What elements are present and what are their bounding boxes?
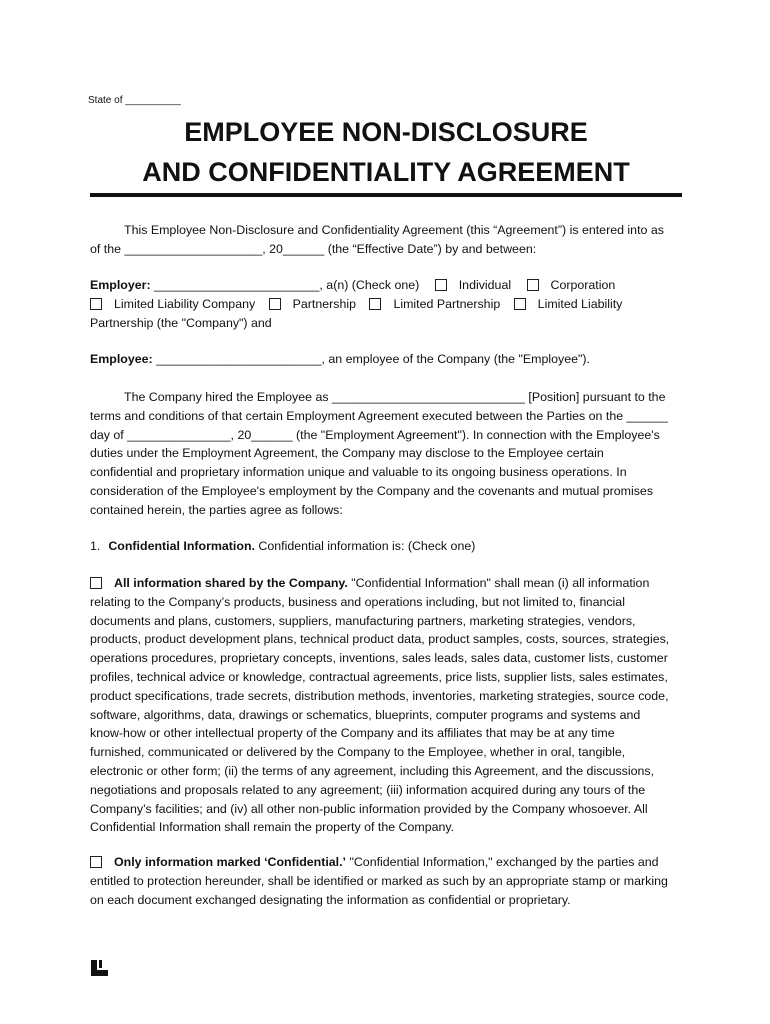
recital-line: contained herein, the parties agree as follows: (90, 502, 343, 517)
document-title (90, 112, 682, 192)
recital-line: duties under the Employment Agreement, the Company may disclose to the Employee certain (90, 446, 604, 461)
title-line-2: AND CONFIDENTIALITY AGREEMENT (142, 157, 630, 187)
option-all-information (90, 574, 682, 837)
employee-block (90, 350, 682, 369)
option-all-line: negotiations and proposals related to any agreement; (iii) information acquired during any tours of the (90, 782, 646, 797)
intro-line-2: of the ____________________, 20______ (the “Effective Date”) by and between: (90, 241, 537, 256)
recital-line: The Company hired the Employee as ____________________________ [Position] pursuant to the (124, 390, 666, 404)
checkbox-limited-partnership[interactable] (369, 298, 381, 310)
employer-name-field: ________________________, a(n) (Check one) (150, 278, 420, 292)
option-all-line: know-how or other intellectual property of the Company and its affiliates that may be at any time (90, 726, 615, 741)
employer-label: Employer: (90, 278, 151, 292)
checkbox-partnership[interactable] (269, 298, 281, 310)
option-marked-heading: Only information marked ‘Confidential.’ (114, 855, 347, 869)
recital-line: confidential and proprietary information unique and valuable to its ongoing business operations. In (90, 465, 627, 480)
document-logo-icon (90, 958, 110, 978)
option-all-line: Confidential Information shall remain the property of the Company. (90, 820, 455, 835)
checkbox-llc[interactable] (90, 298, 102, 310)
title-divider (90, 193, 682, 197)
option-all-first-line: "Confidential Information" shall mean (i) all information (347, 576, 650, 590)
recital-line: terms and conditions of that certain Employment Agreement executed between the Parties on the ______ (90, 408, 668, 423)
option-limited-partnership-label: Limited Partnership (393, 296, 501, 311)
option-all-line: relating to the Company’s products, business and operations including, but not limited to, financial (90, 594, 625, 609)
option-marked-line: on each document exchanged designating the information as confidential or proprietary. (90, 892, 571, 907)
checkbox-individual[interactable] (435, 279, 447, 291)
option-all-line: furnished, communicated or delivered by the Company to the Employee, whether in oral, tangible, (90, 745, 626, 760)
state-line: State of __________ (88, 95, 181, 106)
option-partnership-label: Partnership (292, 296, 357, 311)
option-all-line: electronic or other form; (ii) the terms of any agreement, including this Agreement, and the discussions, (90, 763, 655, 778)
employee-name-field: ________________________, an employee of the Company (the "Employee"). (152, 352, 590, 366)
section-title: Confidential Information. (108, 539, 255, 553)
employee-label: Employee: (90, 352, 153, 366)
checkbox-corporation[interactable] (527, 279, 539, 291)
employer-continuation: Partnership (the "Company") and (90, 315, 272, 330)
employer-block (90, 276, 682, 332)
intro-line-1: This Employee Non-Disclosure and Confidentiality Agreement (this “Agreement”) is entered into as (124, 223, 664, 237)
option-individual-label: Individual (458, 278, 512, 292)
section-text: Confidential information is: (Check one) (254, 539, 476, 553)
recital-paragraph (90, 388, 682, 520)
option-all-line: software, algorithms, data, drawings or schematics, blueprints, computer programs and systems and (90, 707, 641, 722)
option-all-line: documents and plans, customers, suppliers, manufacturing partners, marketing strategies, vendors, (90, 613, 636, 628)
option-all-line: profiles, technical advice or knowledge, contractual agreements, price lists, supplier lists, sales estimates, (90, 669, 668, 684)
option-marked-first-line: "Confidential Information," exchanged by the parties and (346, 855, 659, 869)
option-all-line: products, product development plans, technical product data, product samples, costs, sources, strategies, (90, 632, 670, 647)
section-number: 1. (90, 539, 101, 553)
checkbox-marked-confidential[interactable] (90, 856, 102, 868)
option-all-line: product specifications, trade secrets, distribution methods, inventories, marketing strategies, source code, (90, 688, 669, 703)
section-1-heading (90, 537, 682, 556)
checkbox-all-information[interactable] (90, 577, 102, 589)
recital-line: day of _______________, 20______ (the "Employment Agreement"). In connection with the Employee's (90, 427, 660, 442)
option-corporation-label: Corporation (550, 278, 616, 292)
option-all-line: operations procedures, proprietary concepts, inventions, sales leads, sales data, customer lists, customer (90, 651, 668, 666)
option-marked-line: entitled to protection hereunder, shall be identified or marked as such by an appropriate stamp or marking (90, 873, 668, 888)
option-llc-label: Limited Liability Company (114, 296, 256, 311)
option-llp-label: Limited Liability (537, 296, 623, 311)
option-all-heading: All information shared by the Company. (114, 576, 348, 590)
option-marked-confidential (90, 853, 682, 909)
option-all-line: Company’s facilities; and (iv) all other non-public information provided by the Company whosoever. All (90, 801, 648, 816)
recital-line: consideration of the Employee's employment by the Company and the covenants and mutual promises (90, 483, 654, 498)
title-line-1: EMPLOYEE NON-DISCLOSURE (184, 117, 588, 147)
intro-paragraph (90, 221, 682, 259)
checkbox-llp[interactable] (514, 298, 526, 310)
